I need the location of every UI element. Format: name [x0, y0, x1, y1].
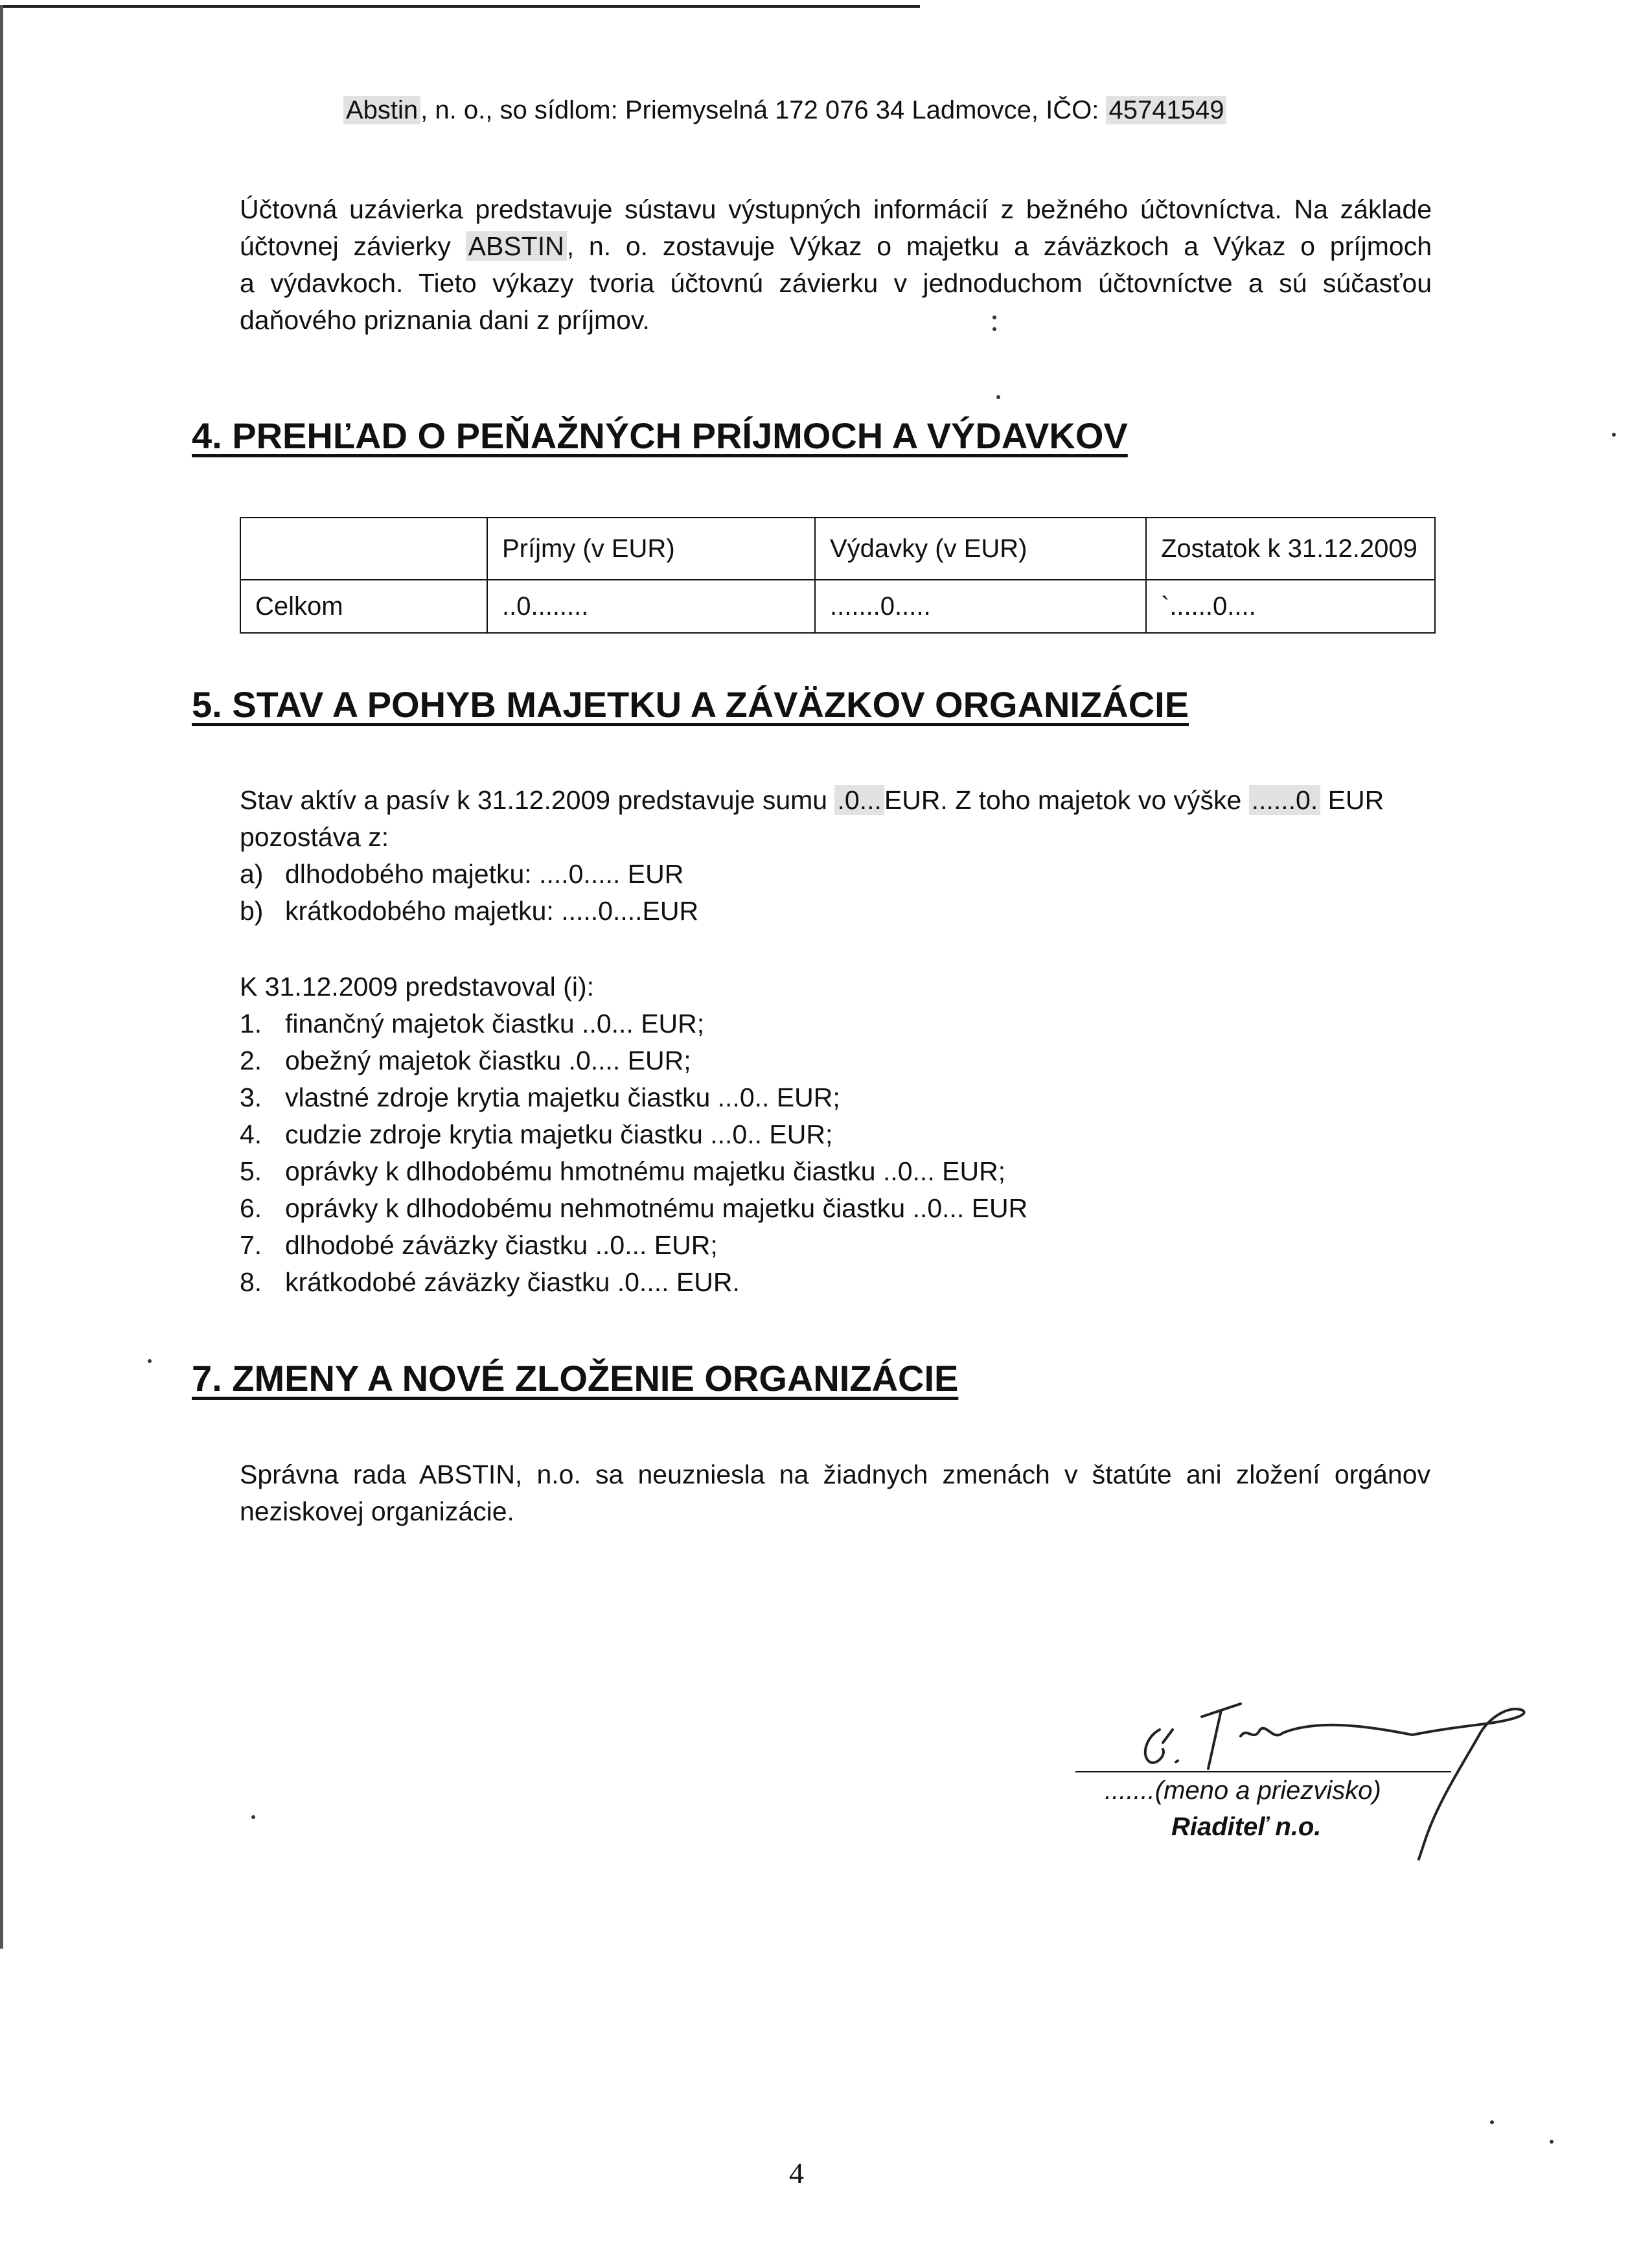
list-item-marker: 4.	[240, 1119, 262, 1149]
signature-name-placeholder: .......(meno a priezvisko)	[1105, 1776, 1381, 1805]
signature-line	[1075, 1771, 1451, 1772]
section-7-paragraph	[240, 1456, 1430, 1530]
scan-border-left	[0, 5, 3, 1949]
scan-border-top	[0, 5, 920, 8]
intro-paragraph	[240, 191, 1432, 339]
section-7-heading: 7. ZMENY A NOVÉ ZLOŽENIE ORGANIZÁCIE	[192, 1358, 959, 1399]
scan-speck	[1490, 2120, 1494, 2124]
list-item	[240, 1042, 1027, 1079]
assets-text-a: Stav aktív a pasív k 31.12.2009 predstavuje sumu	[240, 785, 835, 815]
assets-value-total: .0...	[834, 785, 884, 815]
table-cell: Celkom	[240, 580, 487, 633]
intro-line-2-pre: účtovnej závierky	[240, 231, 466, 261]
list-item-text: finančný majetok čiastku ..0... EUR;	[285, 1009, 705, 1038]
list-item-marker: 8.	[240, 1267, 262, 1297]
list-item-text: cudzie zdroje krytia majetku čiastku ...0.. EUR;	[285, 1119, 833, 1149]
page-number: 4	[789, 2157, 804, 2190]
section-7-line-2: neziskovej organizácie.	[240, 1496, 514, 1526]
scan-speck	[251, 1815, 255, 1819]
header-ico: 45741549	[1106, 96, 1226, 124]
intro-line-1: Účtovná uzávierka predstavuje sústavu výstupných informácií z bežného účtovníctva. Na základe	[240, 194, 1432, 224]
scan-speck	[996, 395, 1000, 399]
signature-title: Riaditeľ n.o.	[1171, 1813, 1322, 1841]
list-item-text: oprávky k dlhodobému hmotnému majetku čiastku ..0... EUR;	[285, 1156, 1006, 1186]
list-item-marker: 5.	[240, 1156, 262, 1186]
list-item-text: oprávky k dlhodobému nehmotnému majetku čiastku ..0... EUR	[285, 1193, 1028, 1223]
section-4-heading: 4. PREHĽAD O PEŇAŽNÝCH PRÍJMOCH A VÝDAVKOV	[192, 415, 1128, 456]
list-item	[240, 1264, 1027, 1301]
assets-value-property: ......0.	[1249, 785, 1321, 815]
list-item-marker: 6.	[240, 1193, 262, 1223]
scan-speck	[1550, 2140, 1554, 2144]
handwritten-signature	[1101, 1665, 1568, 1885]
assets-text-c: EUR	[1320, 785, 1384, 815]
list-item-marker: 3.	[240, 1082, 262, 1112]
list-item	[240, 1227, 1027, 1264]
assets-summary-line	[240, 782, 1384, 819]
header-org-name: Abstin	[343, 96, 420, 124]
list-item-text: dlhodobého majetku: ....0..... EUR	[285, 859, 684, 889]
table-header-row	[240, 518, 1435, 580]
list-item-marker: a)	[240, 859, 264, 889]
scan-speck	[1612, 433, 1616, 437]
list-item-marker: 7.	[240, 1230, 262, 1260]
intro-line-4: daňového priznania dani z príjmov.	[240, 305, 650, 335]
assets-text-b: EUR. Z toho majetok vo výške	[884, 785, 1249, 815]
table-header-cell: Výdavky (v EUR)	[815, 518, 1146, 580]
table-row	[240, 580, 1435, 633]
table-cell: .......0.....	[815, 580, 1146, 633]
table-cell: ..0........	[487, 580, 815, 633]
header-address: , n. o., so sídlom: Priemyselná 172 076 34 Ladmovce, IČO:	[420, 96, 1107, 124]
section-7-line-1: Správna rada ABSTIN, n.o. sa neuzniesla na žiadnych zmenách v štatúte ani zložení orgánov	[240, 1460, 1430, 1489]
table-header-cell: Príjmy (v EUR)	[487, 518, 815, 580]
list-item	[240, 1005, 1027, 1042]
income-expense-table	[240, 517, 1436, 634]
list-item-text: dlhodobé záväzky čiastku ..0... EUR;	[285, 1230, 718, 1260]
intro-line-2-post: , n. o. zostavuje Výkaz o majetku a záväzkoch a Výkaz o príjmoch	[566, 231, 1432, 261]
list-item	[240, 1153, 1027, 1190]
list-item-marker: 2.	[240, 1046, 262, 1075]
scan-speck	[992, 315, 996, 319]
list-item-text: krátkodobého majetku: .....0....EUR	[285, 896, 699, 926]
k-date-line: K 31.12.2009 predstavoval (i):	[240, 972, 594, 1002]
intro-line-2	[240, 228, 1432, 265]
list-item-text: vlastné zdroje krytia majetku čiastku ...0.. EUR;	[285, 1082, 840, 1112]
list-item	[240, 1116, 1027, 1153]
intro-org-name: ABSTIN	[466, 231, 567, 261]
page-header	[343, 96, 1226, 125]
scan-speck	[992, 327, 996, 331]
list-item-marker: b)	[240, 896, 264, 926]
scan-speck	[148, 1359, 152, 1363]
list-item-text: obežný majetok čiastku .0.... EUR;	[285, 1046, 691, 1075]
section-5-body	[240, 782, 1384, 930]
list-item	[240, 1190, 1027, 1227]
list-item-marker: 1.	[240, 1009, 262, 1038]
table-cell: `......0....	[1146, 580, 1435, 633]
assets-consists-line: pozostáva z:	[240, 822, 389, 852]
intro-line-3: a výdavkoch. Tieto výkazy tvoria účtovnú závierku v jednoduchom účtovníctve a sú súčasťou	[240, 268, 1432, 298]
list-item	[240, 893, 1384, 930]
list-item-text: krátkodobé záväzky čiastku .0.... EUR.	[285, 1267, 740, 1297]
table-header-cell: Zostatok k 31.12.2009	[1146, 518, 1435, 580]
list-item	[240, 1079, 1027, 1116]
section-5-details	[240, 968, 1027, 1301]
table-header-cell	[240, 518, 487, 580]
list-item	[240, 856, 1384, 893]
section-5-heading: 5. STAV A POHYB MAJETKU A ZÁVÄZKOV ORGANIZÁCIE	[192, 684, 1189, 725]
